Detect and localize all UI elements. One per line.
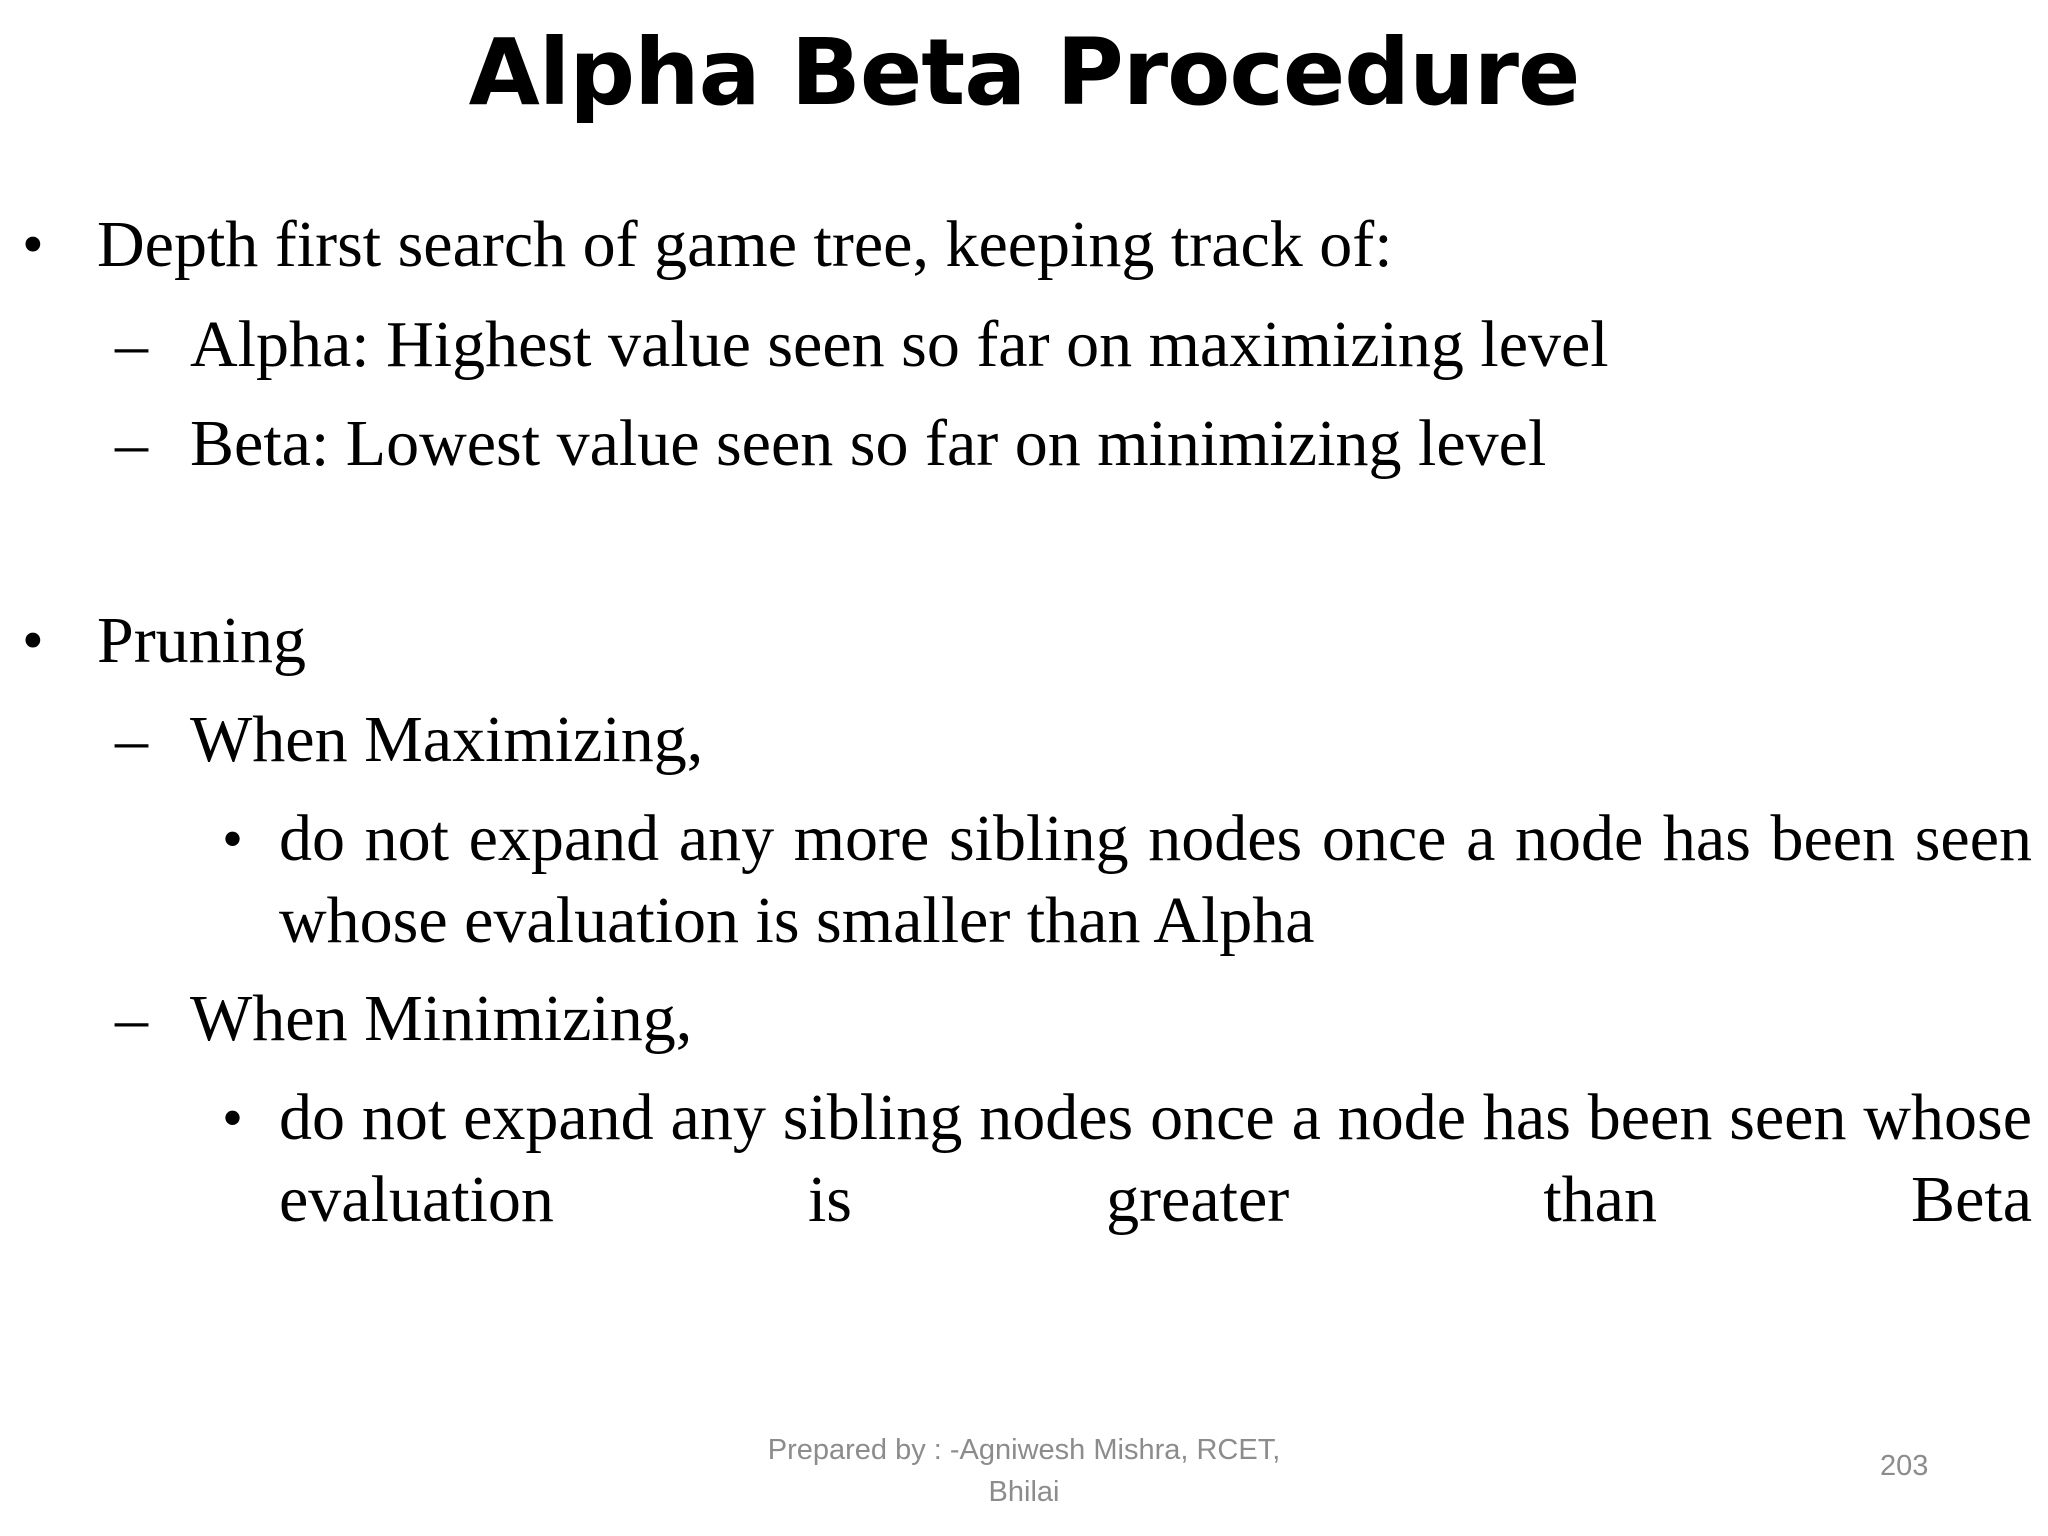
- dash-icon: –: [115, 407, 148, 480]
- bullet-icon: •: [222, 1085, 244, 1151]
- dash-icon: –: [115, 308, 148, 381]
- slide-title: Alpha Beta Procedure: [468, 19, 1580, 126]
- sub-item-text: Alpha: Highest value seen so far on maximizing level: [190, 308, 1609, 381]
- dash-icon: –: [115, 982, 148, 1055]
- footer-credit: [724, 1429, 1324, 1513]
- dash-icon: –: [115, 703, 148, 776]
- footer-line-1: Prepared by : -Agniwesh Mishra, RCET,: [767, 1434, 1281, 1466]
- detail-maximizing: do not expand any more sibling nodes once a node has been seen whose evaluation is smaller than Alpha: [279, 802, 2032, 957]
- detail-minimizing: do not expand any sibling nodes once a node has been seen whose evaluation is greater than Beta: [279, 1081, 2032, 1236]
- bullet-icon: •: [22, 607, 44, 675]
- sub-item-text: When Maximizing,: [190, 703, 704, 776]
- bullet-icon: •: [222, 806, 244, 872]
- page-number: 203: [1880, 1450, 1929, 1482]
- bullet-text: Depth first search of game tree, keeping track of:: [97, 208, 1393, 281]
- sub-item-text: Beta: Lowest value seen so far on minimizing level: [190, 407, 1547, 480]
- sub-item-text: When Minimizing,: [190, 982, 693, 1055]
- bullet-text: Pruning: [97, 604, 307, 677]
- footer-line-2: Bhilai: [988, 1476, 1060, 1508]
- bullet-icon: •: [22, 211, 44, 279]
